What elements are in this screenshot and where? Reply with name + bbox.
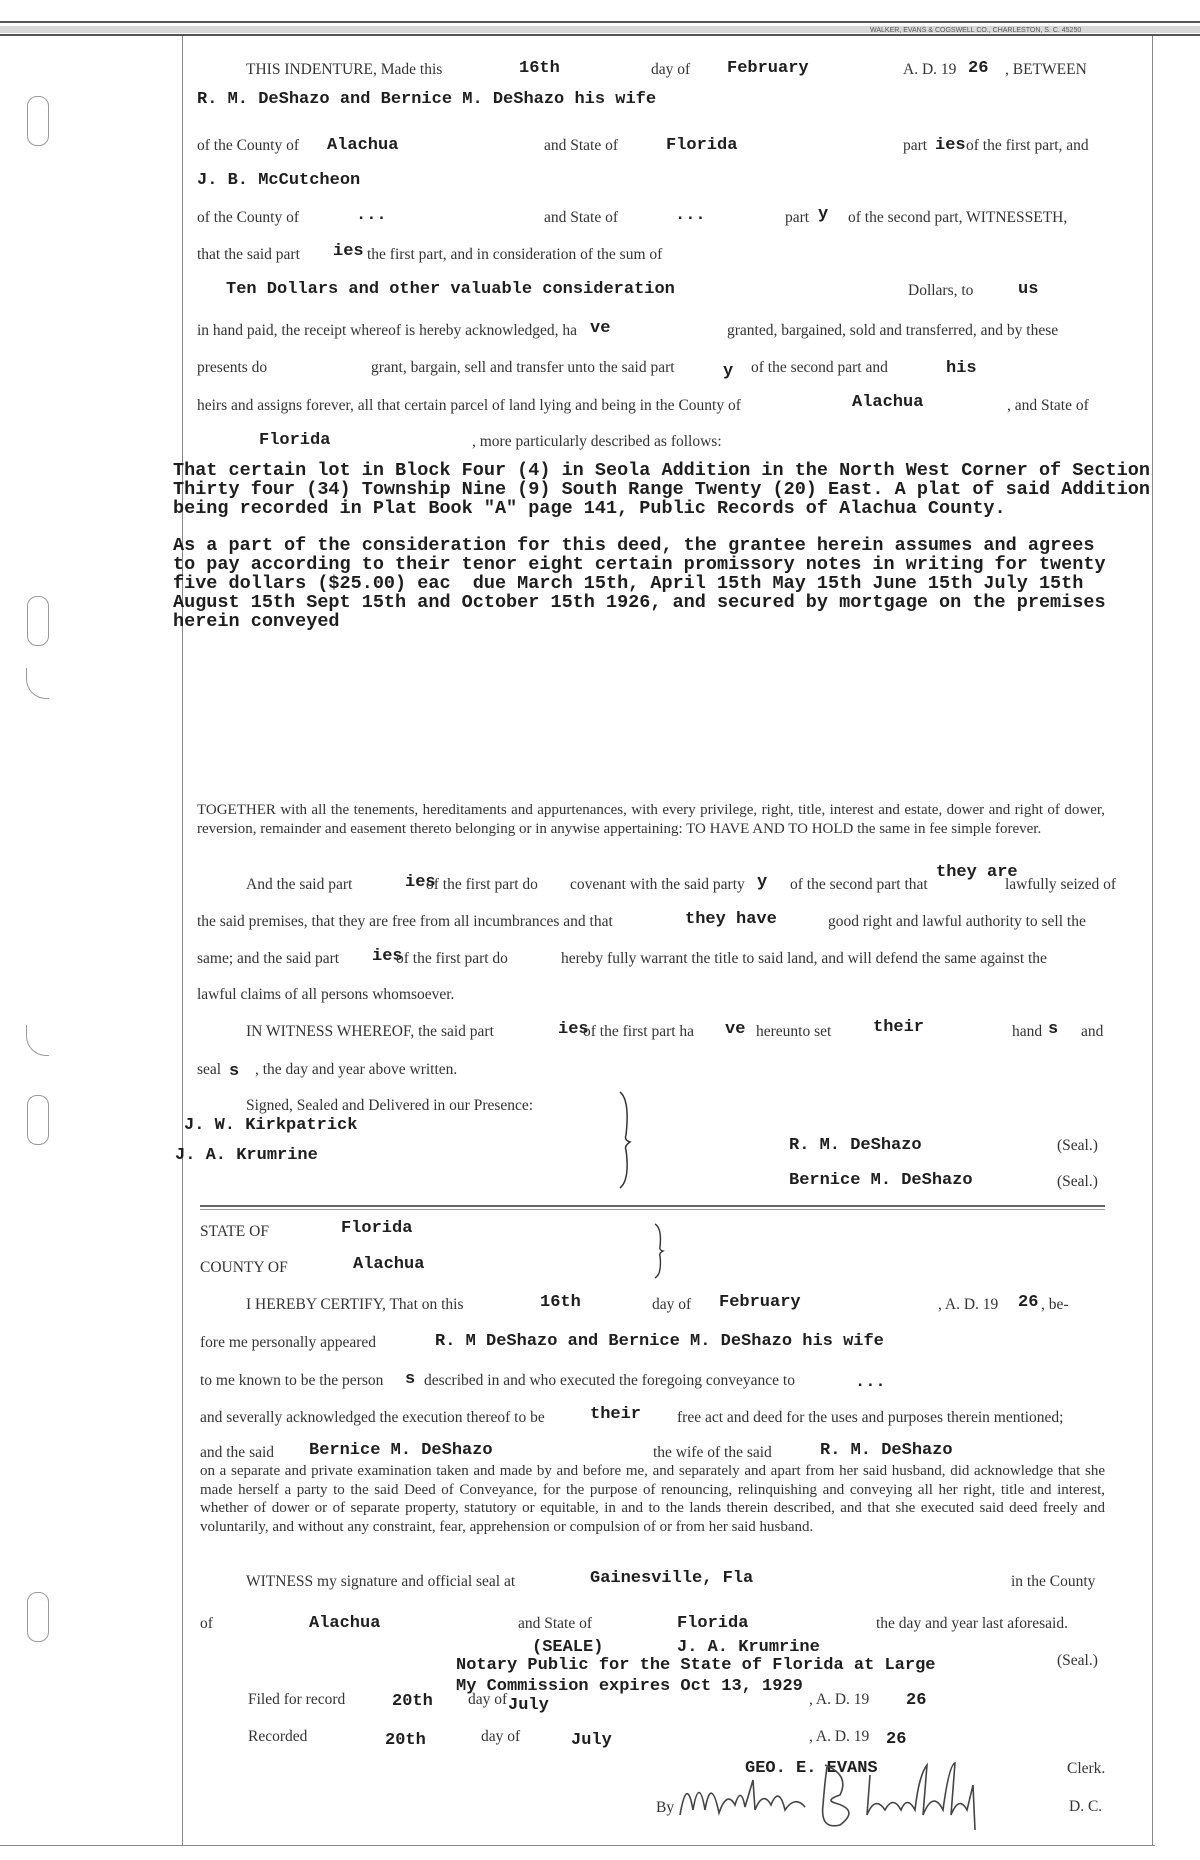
text: and State of — [544, 137, 619, 154]
text: y — [757, 873, 768, 892]
text: hereunto set — [756, 1023, 832, 1040]
text: of the second part and — [751, 359, 888, 376]
left-border — [182, 36, 183, 1846]
printer-mark: WALKER, EVANS & COGSWELL CO., CHARLESTON, S. C. 45250 — [870, 27, 1082, 34]
text: IN WITNESS WHEREOF, the said part — [246, 1023, 494, 1040]
deed-month: February — [727, 59, 809, 78]
consideration: Ten Dollars and other valuable consideration — [226, 280, 675, 299]
signer-name: R. M. DeShazo — [789, 1136, 922, 1155]
top-rule — [0, 21, 1200, 23]
text: the said premises, that they are free from all incumbrances and that — [197, 913, 613, 930]
section-divider — [200, 1205, 1105, 1207]
privy-examination-clause: on a separate and private examination taken and made by and before me, and separately and apart from her said husband, did acknowledge that she made herself a party to the said Deed of Conveyance, for the purpose of renouncing, relinquishing and conveying all her right, title and interest, whether of dower or of separate property, statutory or equitable, in and to the lands therein described, and that she executed said deed freely and voluntarily, and without any constraint, fear, apprehension or compulsion of or from her said husband. — [200, 1463, 1105, 1535]
text: to me known to be the person — [200, 1372, 384, 1389]
witness-place: Gainesville, Fla — [590, 1569, 754, 1588]
binder-arc-icon — [26, 1025, 49, 1056]
text: and State of — [544, 209, 619, 226]
text: STATE OF — [200, 1223, 269, 1240]
notary-seal-mark: (SEALE) — [532, 1638, 604, 1657]
text: ve — [590, 319, 611, 338]
text: , BETWEEN — [1005, 61, 1087, 78]
filed-day: 20th — [392, 1692, 433, 1711]
text: granted, bargained, sold and transferred, and by these — [727, 322, 1059, 339]
text: in hand paid, the receipt whereof is hereby acknowledged, ha — [197, 322, 578, 339]
text: , A. D. 19 — [938, 1296, 999, 1313]
assumption-line: to pay according to their tenor eight certain promissory notes in writing for twenty — [173, 554, 1106, 575]
binder-hole-icon — [27, 1095, 49, 1145]
text: of the first part ha — [583, 1023, 695, 1040]
grantor-state: Florida — [666, 136, 738, 155]
appeared-persons: R. M DeShazo and Bernice M. DeShazo his wife — [435, 1332, 884, 1351]
text: fore me personally appeared — [200, 1334, 377, 1351]
land-state: Florida — [259, 431, 331, 450]
deed-year: 26 — [968, 59, 989, 78]
grantor-county: Alachua — [327, 136, 399, 155]
description-line: being recorded in Plat Book "A" page 141, Public Records of Alachua County. — [173, 498, 1006, 519]
grantee: J. B. McCutcheon — [197, 171, 361, 190]
text: Signed, Sealed and Delivered in our Presence: — [246, 1097, 534, 1114]
section-divider — [200, 1209, 1105, 1210]
notary-name: J. A. Krumrine — [677, 1638, 820, 1657]
text: ies — [558, 1020, 589, 1039]
text: presents do — [197, 359, 268, 376]
recorded-year: 26 — [886, 1730, 907, 1749]
text: ies — [372, 947, 403, 966]
text: part — [903, 137, 928, 154]
text: their — [590, 1405, 642, 1424]
binder-arc-icon — [26, 668, 49, 699]
grantee-county: ... — [356, 206, 387, 225]
text: Recorded — [248, 1728, 308, 1745]
brace-icon — [616, 1090, 636, 1190]
text: of the second part that — [790, 876, 928, 893]
seal-label: (Seal.) — [1057, 1137, 1098, 1154]
text: day of — [468, 1691, 508, 1708]
text: they are — [936, 863, 1018, 882]
binder-hole-icon — [27, 596, 49, 646]
clerk-name: GEO. E. EVANS — [745, 1759, 878, 1778]
text: y — [818, 205, 829, 224]
text: heirs and assigns forever, all that certain parcel of land lying and being in the County of — [197, 397, 741, 414]
text: of the second part, WITNESSETH, — [848, 209, 1068, 226]
text: , the day and year above written. — [255, 1061, 458, 1078]
text: , and State of — [1007, 397, 1089, 414]
ack-county: Alachua — [353, 1255, 425, 1274]
text: s — [229, 1062, 240, 1081]
text: same; and the said part — [197, 950, 340, 967]
text: day of — [481, 1728, 521, 1745]
seal-label: (Seal.) — [1057, 1173, 1098, 1190]
text: the day and year last aforesaid. — [876, 1615, 1068, 1632]
text: A. D. 19 — [903, 61, 957, 78]
text: day of — [651, 61, 691, 78]
text: COUNTY OF — [200, 1259, 288, 1276]
text: their — [873, 1018, 925, 1037]
witness-name: J. A. Krumrine — [175, 1146, 318, 1165]
description-line: That certain lot in Block Four (4) in Seola Addition in the North West Corner of Section — [173, 460, 1150, 481]
text: D. C. — [1069, 1798, 1103, 1815]
husband-name: R. M. DeShazo — [820, 1441, 953, 1460]
filed-month: July — [508, 1696, 549, 1715]
deputy-clerk-signature — [675, 1755, 1035, 1835]
text: and — [1081, 1023, 1104, 1040]
signer-name: Bernice M. DeShazo — [789, 1171, 973, 1190]
text: I HEREBY CERTIFY, That on this — [246, 1296, 464, 1313]
land-county: Alachua — [852, 393, 924, 412]
ack-day: 16th — [540, 1293, 581, 1312]
text: ... — [855, 1373, 886, 1392]
text: , be- — [1041, 1296, 1069, 1313]
text: ve — [725, 1020, 746, 1039]
text: THIS INDENTURE, Made this — [246, 61, 443, 78]
text: seal — [197, 1061, 222, 1078]
text: , more particularly described as follows: — [472, 433, 722, 450]
text: s — [405, 1370, 416, 1389]
witness-name: J. W. Kirkpatrick — [184, 1116, 358, 1135]
right-border — [1152, 36, 1153, 1846]
text: Alachua — [309, 1614, 381, 1633]
grantee-state: ... — [675, 206, 706, 225]
text: Dollars, to — [908, 282, 974, 299]
text: Filed for record — [248, 1691, 346, 1708]
text: day of — [652, 1296, 692, 1313]
text: they have — [685, 910, 777, 929]
notary-commission: My Commission expires Oct 13, 1929 — [456, 1677, 803, 1696]
text: in the County — [1011, 1573, 1096, 1590]
text: and the said — [200, 1444, 275, 1461]
text: his — [946, 359, 977, 378]
text: the wife of the said — [653, 1444, 772, 1461]
text: good right and lawful authority to sell the — [828, 913, 1086, 930]
text: By — [656, 1799, 675, 1816]
text: of the County of — [197, 137, 300, 154]
text: WITNESS my signature and official seal at — [246, 1573, 516, 1590]
recorded-day: 20th — [385, 1731, 426, 1750]
ack-month: February — [719, 1293, 801, 1312]
text: ies — [333, 242, 364, 261]
recorded-month: July — [571, 1731, 612, 1750]
bottom-rule — [0, 1845, 1155, 1846]
text: And the said part — [246, 876, 353, 893]
text: that the said part — [197, 246, 300, 263]
text: , A. D. 19 — [809, 1728, 870, 1745]
text: and severally acknowledged the execution thereof to be — [200, 1409, 545, 1426]
notary-title: Notary Public for the State of Florida at Large — [456, 1656, 936, 1675]
text: Florida — [677, 1614, 749, 1633]
header-band-rule — [0, 34, 1200, 36]
text: the first part, and in consideration of the sum of — [367, 246, 663, 263]
assumption-line: August 15th Sept 15th and October 15th 1926, and secured by mortgage on the premises — [173, 592, 1106, 613]
text: of the first part do — [396, 950, 508, 967]
text: of the first part do — [426, 876, 538, 893]
text: y — [723, 362, 734, 381]
filed-year: 26 — [906, 1691, 927, 1710]
text: hand — [1012, 1023, 1043, 1040]
brace-icon — [652, 1222, 668, 1280]
text: of the County of — [197, 209, 300, 226]
text: covenant with the said party — [570, 876, 745, 893]
text: free act and deed for the uses and purposes therein mentioned; — [677, 1409, 1064, 1426]
ack-year: 26 — [1018, 1293, 1039, 1312]
habendum-clause: TOGETHER with all the tenements, hereditaments and appurtenances, with every privilege, right, title, interest and estate, dower and right of dower, reversion, remainder and easement thereto belonging or in anywise appertaining: TO HAVE AND TO HOLD the same in fee simple forever. — [197, 802, 1105, 837]
binder-hole-icon — [27, 1592, 49, 1642]
text: hereby fully warrant the title to said land, and will defend the same against the — [561, 950, 1047, 967]
text: s — [1048, 1020, 1059, 1039]
text: grant, bargain, sell and transfer unto the said part — [371, 359, 675, 376]
text: of — [200, 1615, 213, 1632]
description-line: Thirty four (34) Township Nine (9) South Range Twenty (20) East. A plat of said Addition — [173, 479, 1150, 500]
text: of the first part, and — [966, 137, 1089, 154]
text: part — [785, 209, 810, 226]
text: described in and who executed the foregoing conveyance to — [424, 1372, 795, 1389]
text: ies — [405, 873, 436, 892]
deed-day: 16th — [519, 59, 560, 78]
wife-name: Bernice M. DeShazo — [309, 1441, 493, 1460]
ack-state: Florida — [341, 1219, 413, 1238]
seal-label: (Seal.) — [1057, 1652, 1098, 1669]
text: lawful claims of all persons whomsoever. — [197, 986, 455, 1003]
text: , A. D. 19 — [809, 1691, 870, 1708]
assumption-line: As a part of the consideration for this deed, the grantee herein assumes and agrees — [173, 535, 1095, 556]
text: ies — [935, 136, 966, 155]
grantors: R. M. DeShazo and Bernice M. DeShazo his wife — [197, 90, 657, 109]
text: us — [1018, 280, 1039, 299]
text: Clerk. — [1067, 1760, 1106, 1777]
text: lawfully seized of — [1005, 876, 1117, 893]
assumption-line: five dollars ($25.00) eac due March 15th, April 15th May 15th June 15th July 15th — [173, 573, 1084, 594]
binder-hole-icon — [27, 96, 49, 146]
assumption-line: herein conveyed — [173, 611, 340, 632]
text: and State of — [518, 1615, 593, 1632]
